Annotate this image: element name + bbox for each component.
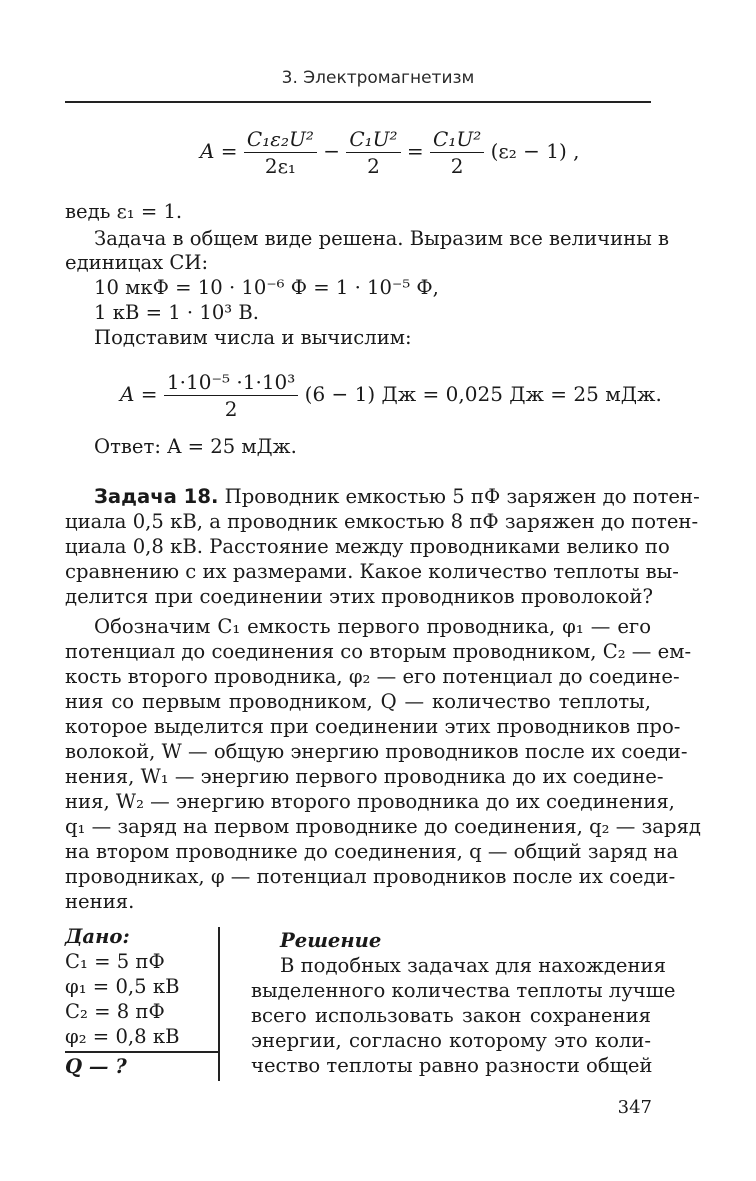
text-line: Подставим числа и вычислим: <box>94 326 412 349</box>
problem-text: Проводник емкостью 5 пФ заряжен до потен- <box>224 485 700 508</box>
solution-title: Решение <box>280 929 382 952</box>
given-divider <box>65 1051 218 1053</box>
fraction-3-numerator: C₁U² <box>430 128 484 153</box>
header-rule <box>65 101 651 103</box>
problem-line: сравнению с их размерами. Какое количество теплоты вы- <box>65 560 679 583</box>
find-item: Q — ? <box>65 1055 127 1078</box>
problem-line: делится при соединении этих проводников проволокой? <box>65 585 653 608</box>
notation-line: q₁ — заряд на первом проводнике до соединения, q₂ — заряд <box>65 815 701 838</box>
fraction-2 <box>346 128 400 177</box>
notation-line: нения. <box>65 890 135 913</box>
formula-lhs: A = <box>120 382 164 406</box>
problem-first-line <box>94 485 700 509</box>
given-item: φ₁ = 0,5 кВ <box>65 975 180 998</box>
given-vertical-rule <box>218 927 220 1081</box>
notation-line: на втором проводнике до соединения, q — общий заряд на <box>65 840 679 863</box>
notation-line: нения, W₁ — энергию первого проводника до их соедине- <box>65 765 664 788</box>
formula-numeric <box>120 371 662 420</box>
fraction-2-denominator: 2 <box>367 154 380 178</box>
problem-line: циала 0,5 кВ, а проводник емкостью 8 пФ заряжен до потен- <box>65 510 699 533</box>
fraction-1-denominator: 2ε₁ <box>264 154 296 178</box>
fraction-numeric <box>164 371 298 420</box>
given-item: C₂ = 8 пФ <box>65 1000 165 1023</box>
solution-line: выделенного количества теплоты лучше <box>251 979 676 1002</box>
solution-line: энергии, согласно которому это коли- <box>251 1029 651 1052</box>
fraction-denominator: 2 <box>224 397 238 421</box>
fraction-numerator: 1·10⁻⁵ ·1·10³ <box>164 371 298 396</box>
given-item: C₁ = 5 пФ <box>65 950 165 973</box>
equals-sign: = <box>406 139 431 163</box>
page-number: 347 <box>617 1097 652 1118</box>
given-title: Дано: <box>65 925 130 948</box>
text-line: ведь ε₁ = 1. <box>65 200 183 223</box>
notation-line: кость второго проводника, φ₂ — его потенциал до соедине- <box>65 665 680 688</box>
notation-line: потенциал до соединения со вторым проводником, C₂ — ем- <box>65 640 692 663</box>
minus-sign: − <box>323 139 347 163</box>
notation-line: ния со первым проводником, Q — количество теплоты, <box>65 690 651 713</box>
fraction-2-numerator: C₁U² <box>346 128 400 153</box>
given-item: φ₂ = 0,8 кВ <box>65 1025 180 1048</box>
problem-line: циала 0,8 кВ. Расстояние между проводниками велико по <box>65 535 670 558</box>
notation-line: Обозначим C₁ емкость первого проводника, φ₁ — его <box>94 615 651 638</box>
formula-work <box>200 128 580 177</box>
solution-line: всего использовать закон сохранения <box>251 1004 651 1027</box>
fraction-3 <box>430 128 484 177</box>
text-line: 10 мкФ = 10 · 10⁻⁶ Ф = 1 · 10⁻⁵ Ф, <box>94 276 439 299</box>
fraction-3-denominator: 2 <box>450 154 464 178</box>
text-line: единицах СИ: <box>65 251 209 274</box>
formula-tail: (6 − 1) Дж = 0,025 Дж = 25 мДж. <box>304 382 662 406</box>
solution-line: В подобных задачах для нахождения <box>280 954 666 977</box>
problem-label: Задача 18. <box>94 485 219 508</box>
text-line: 1 кВ = 1 · 10³ В. <box>94 301 260 324</box>
notation-line: ния, W₂ — энергию второго проводника до их соединения, <box>65 790 675 813</box>
text-line: Задача в общем виде решена. Выразим все величины в <box>94 227 670 250</box>
answer-line: Ответ: A = 25 мДж. <box>94 435 297 458</box>
notation-line: проводниках, φ — потенциал проводников после их соеди- <box>65 865 676 888</box>
formula-lhs: A = <box>200 139 244 163</box>
fraction-1 <box>244 128 317 177</box>
notation-line: которое выделится при соединении этих проводников про- <box>65 715 681 738</box>
notation-line: волокой, W — общую энергию проводников после их соеди- <box>65 740 688 763</box>
solution-line: чество теплоты равно разности общей <box>251 1054 653 1077</box>
fraction-1-numerator: C₁ε₂U² <box>244 128 317 153</box>
formula-tail: (ε₂ − 1) , <box>490 139 580 163</box>
running-header: 3. Электромагнетизм <box>281 68 475 88</box>
